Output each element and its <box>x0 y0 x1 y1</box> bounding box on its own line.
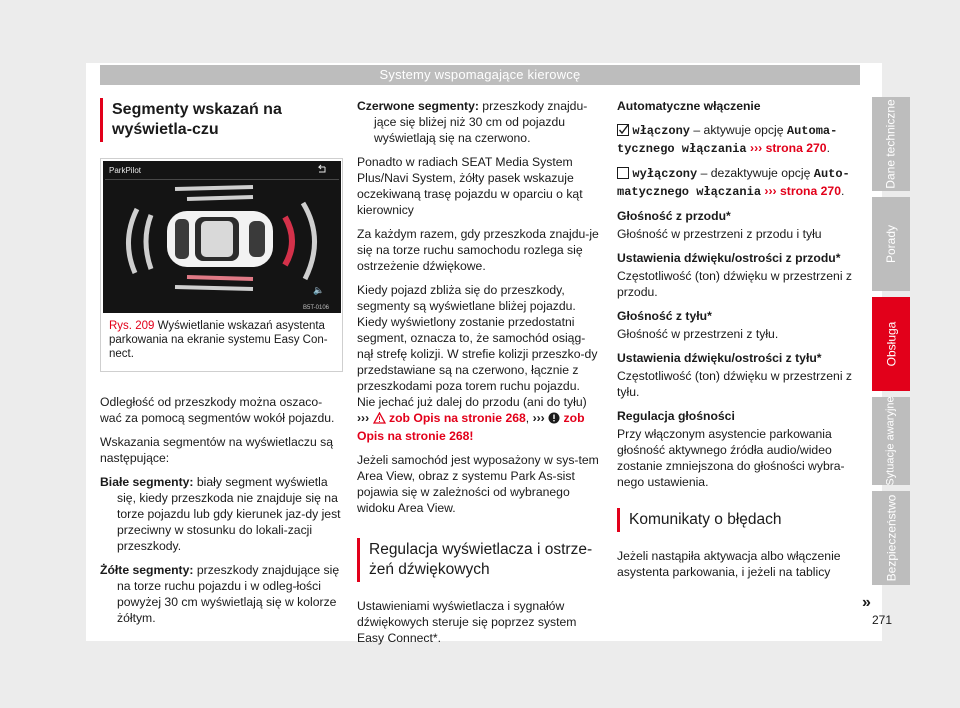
screen-title: ParkPilot <box>109 166 142 175</box>
figure-code: B5T-0106 <box>303 305 330 311</box>
option-text: – dezaktywuje opcję <box>700 166 811 180</box>
definition-yellow <box>100 562 343 626</box>
paragraph: Częstotliwość (ton) dźwięku w przestrzeni z tyłu. <box>617 369 853 399</box>
definition-text: biały segment wyświetla się, kiedy przeszkoda nie znajduje się na torze pojazdu lub gdy kierunek jaz-dy jest przeciwny w stosunku do lokali-zacji przeszkody. <box>117 475 341 553</box>
paragraph-collision: Kiedy pojazd zbliża się do przeszkody, segmenty są wyświetlane bliżej pojazdu. Kiedy wyświetlony zostanie przedostatni segment, oznacza to, że samochód osiąg-nął strefę kolizji. W strefie kolizji przeszko-dy przedstawiane są na czerwono, łącznie z przeszkodami poza torem ruchu pojazdu. Nie jechać już dalej do przodu (ani do tyłu) ››› zob Opis na stronie 268, ››› zob Opis na stronie 268! <box>357 283 598 443</box>
ref-arrows: ››› <box>750 141 763 155</box>
column-3 <box>617 98 860 588</box>
option-code: wyłączony <box>632 167 698 181</box>
option-name: Automa-tycznego włączania <box>617 124 838 156</box>
section-title-segments: Segmenty wskazań na wyświetla-czu <box>100 98 343 142</box>
paragraph: Wskazania segmentów na wyświetlaczu są następujące: <box>100 435 334 465</box>
page-number: 271 <box>872 613 893 627</box>
ref-arrows: ››› <box>532 411 545 425</box>
tab-label: Obsługa <box>884 321 899 367</box>
continue-arrow: » <box>862 594 871 611</box>
checkbox-checked-icon <box>617 124 629 140</box>
checkbox-empty-icon <box>617 167 629 183</box>
subheading: Ustawienia dźwięku/ostrości z tyłu* <box>617 351 822 365</box>
car-top-view <box>167 211 273 267</box>
segment-front-outer <box>175 187 253 189</box>
definition-term: Żółte segmenty: <box>100 563 194 577</box>
option-text: – aktywuje opcję <box>693 123 784 137</box>
tab-porady[interactable] <box>872 197 910 291</box>
definition-red <box>357 98 601 146</box>
segment-rear-outer <box>175 287 253 289</box>
ref-arrows: ››› <box>357 411 370 425</box>
subheading: Regulacja głośności <box>617 409 735 423</box>
figure-caption <box>103 313 340 369</box>
definition-white <box>100 474 343 554</box>
ref-link-page[interactable]: strona 270 <box>780 184 841 198</box>
paragraph: Jeżeli nastąpiła aktywacja albo włączenie asystenta parkowania, i jeżeli na tablicy <box>617 549 841 579</box>
option-off: wyłączony – dezaktywuje opcję Auto-matycznego włączania ››› strona 270. <box>617 166 850 199</box>
parkpilot-screen-image <box>103 161 341 313</box>
paragraph: Odległość od przeszkody można oszaco-wać za pomocą segmentów wokół pojazdu. <box>100 395 335 425</box>
definition-term: Białe segmenty: <box>100 475 194 489</box>
tab-bezpieczenstwo[interactable] <box>872 491 910 585</box>
subheading: Ustawienia dźwięku/ostrości z przodu* <box>617 251 841 265</box>
section-title-display-settings: Regulacja wyświetlacza i ostrze-żeń dźwiękowych <box>357 538 601 582</box>
section-title-errors: Komunikaty o błędach <box>617 508 860 532</box>
warning-triangle-icon <box>373 412 386 428</box>
tab-label: Bezpieczeństwo <box>884 494 898 582</box>
paragraph: Przy włączonym asystencie parkowania głośność aktywnego źródła audio/wideo zostanie zmniejszona do głośności wybra-nego ustawienia. <box>617 427 845 489</box>
paragraph: Jeżeli samochód jest wyposażony w sys-tem Area View, obraz z systemu Park As-sist pojawia się w zależności od wybranego widoku Area View. <box>357 453 599 515</box>
paragraph: Za każdym razem, gdy przeszkoda znajdu-je się na torze ruchu samochodu rozlega się ostrzeżenie dźwiękowe. <box>357 227 599 273</box>
tab-obsluga[interactable] <box>872 297 910 391</box>
column-1 <box>100 98 343 634</box>
paragraph: Głośność w przestrzeni z przodu i tyłu <box>617 227 822 241</box>
definition-text: przeszkody znajdujące się na torze ruchu pojazdu i w odleg-łości powyżej 30 cm wyświetlają się w kolorze żółtym. <box>117 563 340 625</box>
subheading: Głośność z tyłu* <box>617 309 712 323</box>
segment-front-inner <box>187 197 253 199</box>
column-2 <box>357 98 601 654</box>
segment-rear-red <box>187 277 253 279</box>
tab-label: Sytuacje awaryjne <box>885 396 897 486</box>
subheading: Głośność z przodu* <box>617 209 731 223</box>
ref-link-page[interactable]: strona 270 <box>765 141 827 155</box>
paragraph: Głośność w przestrzeni z tyłu. <box>617 327 779 341</box>
ref-link-warning[interactable]: zob Opis na stronie 268 <box>388 411 526 425</box>
tab-sytuacje-awaryjne[interactable] <box>872 397 910 485</box>
option-code: włączony <box>632 124 690 138</box>
paragraph: Częstotliwość (ton) dźwięku w przestrzeni z przodu. <box>617 269 853 299</box>
tab-label: Dane techniczne <box>884 99 899 189</box>
paragraph: Ustawieniami wyświetlacza i sygnałów dźwiękowych steruje się poprzez system Easy Connect*. <box>357 599 577 645</box>
figure-caption-label: Rys. 209 <box>109 320 155 332</box>
ref-arrows: ››› <box>764 184 777 198</box>
paragraph: Ponadto w radiach SEAT Media System Plus/Navi System, żółty pasek wskazuje oczekiwaną trasę pojazdu w oparciu o kąt kierownicy <box>357 155 583 217</box>
tab-label: Porady <box>884 224 898 264</box>
paragraph-text: Kiedy pojazd zbliża się do przeszkody, segmenty są wyświetlane bliżej pojazdu. Kiedy wyświetlony zostanie przedostatni segment, oznacza to, że samochód osiąg-nął strefę kolizji. W strefie kolizji przeszko-dy przedstawiane są na czerwono, łącznie z przeszkodami poza torem ruchu pojazdu. Nie jechać już dalej do przodu (ani do tyłu) <box>357 283 598 409</box>
speaker-icon: 🔈 <box>313 286 325 296</box>
figure-caption-text: Wyświetlanie wskazań asystenta parkowania na ekranie systemu Easy Con-nect. <box>109 320 328 360</box>
running-header: Systemy wspomagające kierowcę <box>100 65 860 85</box>
parkpilot-illustration <box>103 161 341 313</box>
definition-text: przeszkody znajdu-jące się bliżej niż 30 cm od pojazdu wyświetlają się na czerwono. <box>374 99 588 145</box>
figure-209 <box>100 158 343 372</box>
option-on: włączony – aktywuje opcję Automa-tycznego włączania ››› strona 270. <box>617 123 838 156</box>
tab-dane-techniczne[interactable] <box>872 97 910 191</box>
definition-term: Czerwone segmenty: <box>357 99 479 113</box>
option-name: Auto-matycznego włączania <box>617 167 850 199</box>
subheading-auto: Automatyczne włączenie <box>617 99 761 113</box>
info-circle-icon <box>548 412 560 428</box>
ref-link-note[interactable]: zob Opis na stronie 268! <box>357 411 585 443</box>
